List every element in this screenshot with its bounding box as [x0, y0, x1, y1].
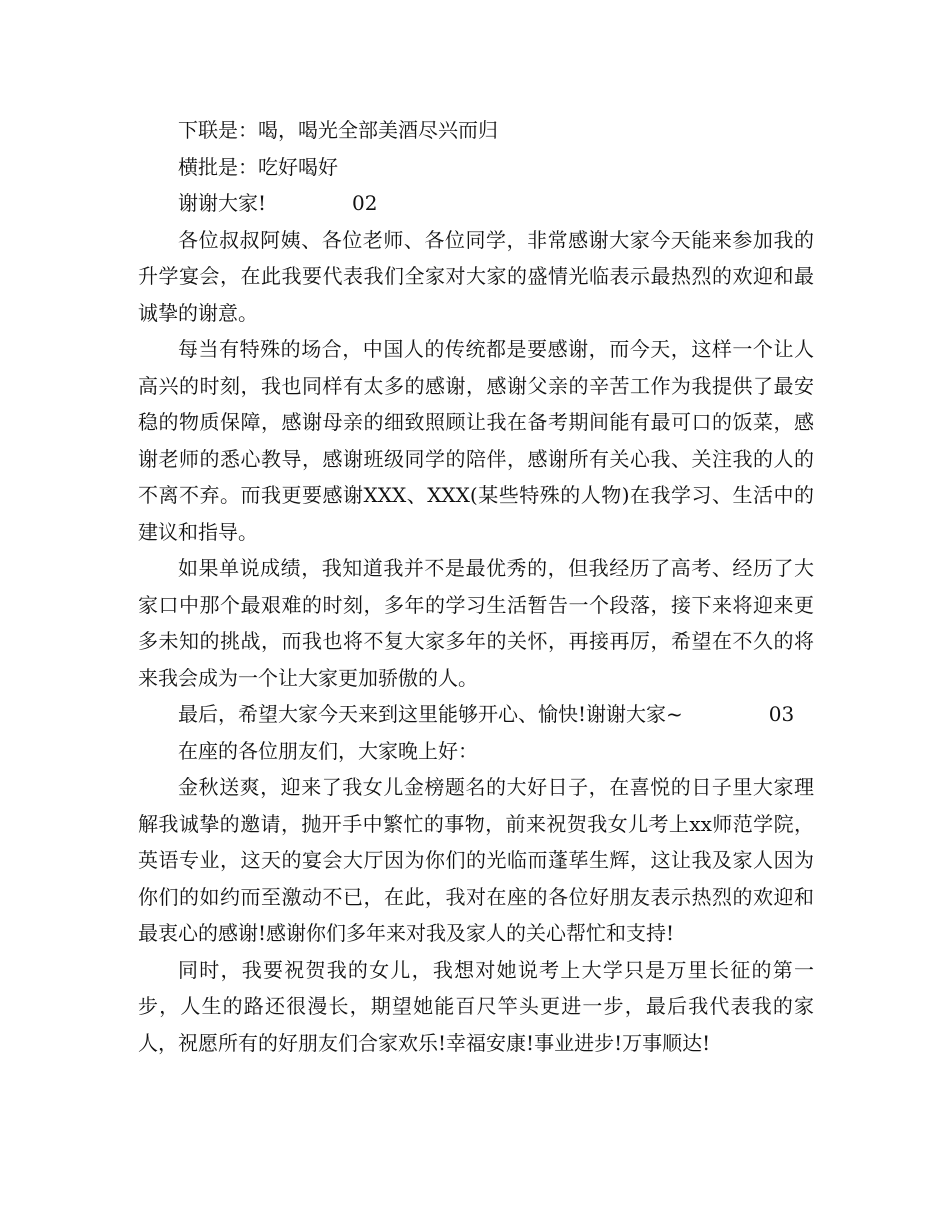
paragraph-text: 谢谢大家! — [178, 191, 267, 215]
paragraph-text: 下联是：喝，喝光全部美酒尽兴而归 — [178, 118, 498, 142]
paragraph-text: 同时，我要祝贺我的女儿，我想对她说考上大学只是万里长征的第一步，人生的路还很漫长，期望她能百尺竿头更进一步，最后我代表我的家人，祝愿所有的好朋友们合家欢乐!幸福安康!事业进步!万事顺达! — [138, 957, 814, 1055]
paragraph-text: 横批是：吃好喝好 — [178, 154, 338, 179]
paragraph — [138, 769, 814, 952]
section-number: 03 — [768, 702, 795, 726]
paragraph — [138, 952, 814, 1062]
paragraph — [138, 112, 814, 149]
section-number: 02 — [352, 191, 378, 215]
paragraph — [138, 185, 814, 222]
paragraph — [138, 149, 814, 186]
paragraph-text: 每当有特殊的场合，中国人的传统都是要感谢，而今天，这样一个让人高兴的时刻，我也同样有太多的感谢，感谢父亲的辛苦工作为我提供了最安稳的物质保障，感谢母亲的细致照顾让我在备考期间能有最可口的饭菜，感谢老师的悉心教导，感谢班级同学的陪伴，感谢所有关心我、关注我的人的不离不弃。而我更要感谢XXX、XXX(某些特殊的人物)在我学习、生活中的建议和指导。 — [138, 337, 814, 544]
paragraph-text: 在座的各位朋友们，大家晚上好： — [178, 738, 478, 763]
paragraph — [138, 331, 814, 550]
paragraph — [138, 222, 814, 332]
paragraph — [138, 733, 814, 770]
paragraph — [138, 550, 814, 696]
document-body — [138, 112, 814, 1061]
paragraph — [138, 696, 814, 733]
paragraph-text: 最后，希望大家今天来到这里能够开心、愉快!谢谢大家~ — [178, 702, 683, 726]
paragraph-text: 各位叔叔阿姨、各位老师、各位同学，非常感谢大家今天能来参加我的升学宴会，在此我要代表我们全家对大家的盛情光临表示最热烈的欢迎和最诚挚的谢意。 — [138, 227, 814, 325]
paragraph-text: 金秋送爽，迎来了我女儿金榜题名的大好日子，在喜悦的日子里大家理解我诚挚的邀请，抛开手中繁忙的事物，前来祝贺我女儿考上xx师范学院，英语专业，这天的宴会大厅因为你们的光临而蓬荜生辉，这让我及家人因为你们的如约而至激动不已，在此，我对在座的各位好朋友表示热烈的欢迎和最衷心的感谢!感谢你们多年来对我及家人的关心帮忙和支持! — [138, 775, 814, 945]
paragraph-text: 如果单说成绩，我知道我并不是最优秀的，但我经历了高考、经历了大家口中那个最艰难的时刻，多年的学习生活暂告一个段落，接下来将迎来更多未知的挑战，而我也将不复大家多年的关怀，再接再厉，希望在不久的将来我会成为一个让大家更加骄傲的人。 — [138, 556, 814, 690]
